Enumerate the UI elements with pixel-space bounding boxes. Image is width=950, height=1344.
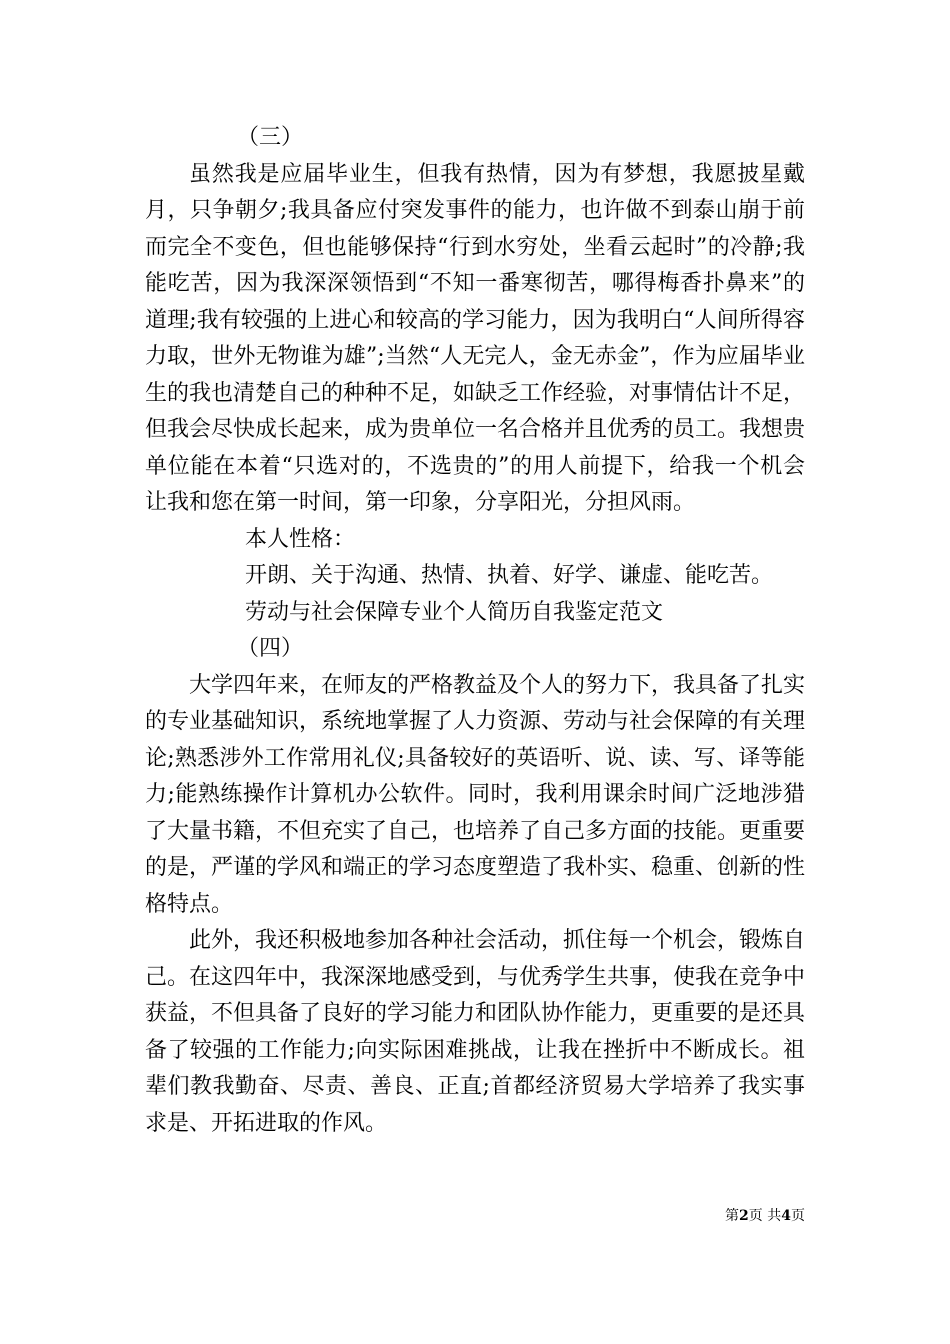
section-4-paragraph-2: 此外，我还积极地参加各种社会活动，抓住每一个机会，锻炼自己。在这四年中，我深深地感受到，与优秀学生共事，使我在竞争中获益，不但具备了良好的学习能力和团队协作能力，更重要的是还具备了较强的工作能力;向实际困难挑战，让我在挫折中不断成长。祖辈们教我勤奋、尽责、善良、正直;首都经济贸易大学培养了我实事求是、开拓进取的作风。 [145,928,806,1136]
section-3-paragraph: 虽然我是应届毕业生，但我有热情，因为有梦想，我愿披星戴月，只争朝夕;我具备应付突发事件的能力，也许做不到泰山崩于前而完全不变色，但也能够保持“行到水穷处，坐看云起时”的冷静;我能吃苦，因为我深深领悟到“不知一番寒彻苦，哪得梅香扑鼻来”的道理;我有较强的上进心和较高的学习能力，因为我明白“人间所得容力取，世外无物谁为雄”;当然“人无完人，金无赤金”，作为应届毕业生的我也清楚自己的种种不足，如缺乏工作经验，对事情估计不足，但我会尽快成长起来，成为贵单位一名合格并且优秀的员工。我想贵单位能在本着“只选对的，不选贵的”的用人前提下，给我一个机会让我和您在第一时间，第一印象，分享阳光，分担风雨。 [145,161,806,515]
footer-total-pages: 4 [781,1208,791,1224]
document-body [145,120,805,1142]
footer-middle: 页 共 [748,1208,782,1224]
section-heading-3: （三） [237,125,304,150]
personality-traits: 开朗、关于沟通、热情、执着、好学、谦虚、能吃苦。 [245,563,774,588]
personality-label: 本人性格： [245,526,356,552]
footer-current-page: 2 [739,1208,749,1224]
page-footer [725,1205,805,1225]
footer-prefix: 第 [725,1208,740,1224]
section-heading-4: （四） [237,636,304,661]
footer-suffix: 页 [791,1208,805,1224]
section-4-paragraph-1: 大学四年来，在师友的严格教益及个人的努力下，我具备了扎实的专业基础知识，系统地掌握了人力资源、劳动与社会保障的有关理论;熟悉涉外工作常用礼仪;具备较好的英语听、说、读、写、译等能力;能熟练操作计算机办公软件。同时，我利用课余时间广泛地涉猎了大量书籍，不但充实了自己，也培养了自己多方面的技能。更重要的是，严谨的学风和端正的学习态度塑造了我朴实、稳重、创新的性格特点。 [145,672,806,917]
next-section-title: 劳动与社会保障专业个人简历自我鉴定范文 [245,599,664,625]
